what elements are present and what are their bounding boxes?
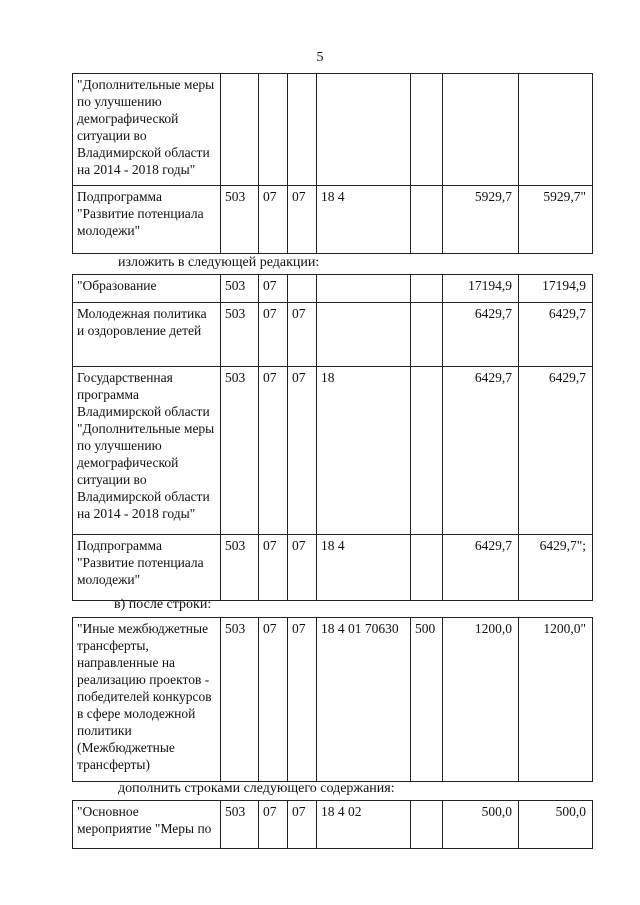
budget-table-4 [72,800,593,849]
table-cell [317,303,411,367]
table-cell-amount: 6429,7 [443,367,519,535]
table-row [73,535,593,601]
table-cell-amount: 500,0 [519,801,593,849]
table-cell: 07 [259,618,288,782]
table-cell [317,74,411,186]
table-cell [411,367,443,535]
table-cell-name: Подпрограмма "Развитие потенциала молодежи" [73,535,221,601]
table-cell: 07 [259,186,288,254]
table-cell [288,275,317,303]
table-cell: 07 [288,535,317,601]
instruction-text: в) после строки: [114,597,212,612]
table-cell: 07 [288,618,317,782]
table-cell-amount [519,74,593,186]
instruction-text: изложить в следующей редакции: [118,255,320,270]
table-row [73,74,593,186]
table-row [73,186,593,254]
table-cell-amount: 6429,7 [443,303,519,367]
budget-table-2 [72,274,593,601]
table-cell: 07 [288,303,317,367]
table-cell-amount: 6429,7 [519,367,593,535]
table-cell-amount: 5929,7" [519,186,593,254]
table-row [73,367,593,535]
table-cell [288,74,317,186]
table-cell-amount: 17194,9 [519,275,593,303]
table-cell [411,303,443,367]
table-cell: 500 [411,618,443,782]
table-cell-name: Государственная программа Владимирской области "Дополнительные меры по улучшению демографической ситуации во Владимирской области на 2014 - 2018 годы" [73,367,221,535]
table-cell-amount: 1200,0" [519,618,593,782]
table-row [73,801,593,849]
table-row [73,303,593,367]
table-cell-name: Молодежная политика и оздоровление детей [73,303,221,367]
table-cell [411,275,443,303]
table-cell [411,535,443,601]
table-cell: 503 [221,618,259,782]
page-number: 5 [316,50,324,65]
table-cell: 07 [288,186,317,254]
table-cell [411,186,443,254]
table-cell-amount: 6429,7 [519,303,593,367]
table-cell: 07 [288,367,317,535]
table-cell: 07 [288,801,317,849]
table-cell-name: "Образование [73,275,221,303]
table-cell-amount [443,74,519,186]
table-cell [411,801,443,849]
table-cell-name: "Дополнительные меры по улучшению демографической ситуации во Владимирской области на 2014 - 2018 годы" [73,74,221,186]
table-cell: 18 [317,367,411,535]
table-cell: 18 4 [317,186,411,254]
budget-table-3 [72,617,593,782]
table-cell-name: "Иные межбюджетные трансферты, направленные на реализацию проектов - победителей конкурсов в сфере молодежной политики (Межбюджетные трансферты) [73,618,221,782]
table-cell [411,74,443,186]
table-row [73,275,593,303]
table-cell: 07 [259,367,288,535]
table-cell-name: "Основное мероприятие "Меры по [73,801,221,849]
instruction-text: дополнить строками следующего содержания: [118,781,395,796]
table-cell-amount: 6429,7"; [519,535,593,601]
table-row [73,618,593,782]
table-cell: 503 [221,186,259,254]
budget-table-1 [72,73,593,254]
table-cell [317,275,411,303]
table-cell-amount: 500,0 [443,801,519,849]
table-cell: 07 [259,535,288,601]
table-cell: 18 4 01 70630 [317,618,411,782]
table-cell: 18 4 02 [317,801,411,849]
table-cell [259,74,288,186]
table-cell-amount: 5929,7 [443,186,519,254]
table-cell: 07 [259,303,288,367]
table-cell: 503 [221,535,259,601]
table-cell-amount: 1200,0 [443,618,519,782]
table-cell: 07 [259,275,288,303]
table-cell-amount: 6429,7 [443,535,519,601]
table-cell: 07 [259,801,288,849]
table-cell-name: Подпрограмма "Развитие потенциала молодежи" [73,186,221,254]
table-cell: 18 4 [317,535,411,601]
table-cell-amount: 17194,9 [443,275,519,303]
table-cell: 503 [221,303,259,367]
table-cell: 503 [221,275,259,303]
table-cell [221,74,259,186]
table-cell: 503 [221,367,259,535]
table-cell: 503 [221,801,259,849]
